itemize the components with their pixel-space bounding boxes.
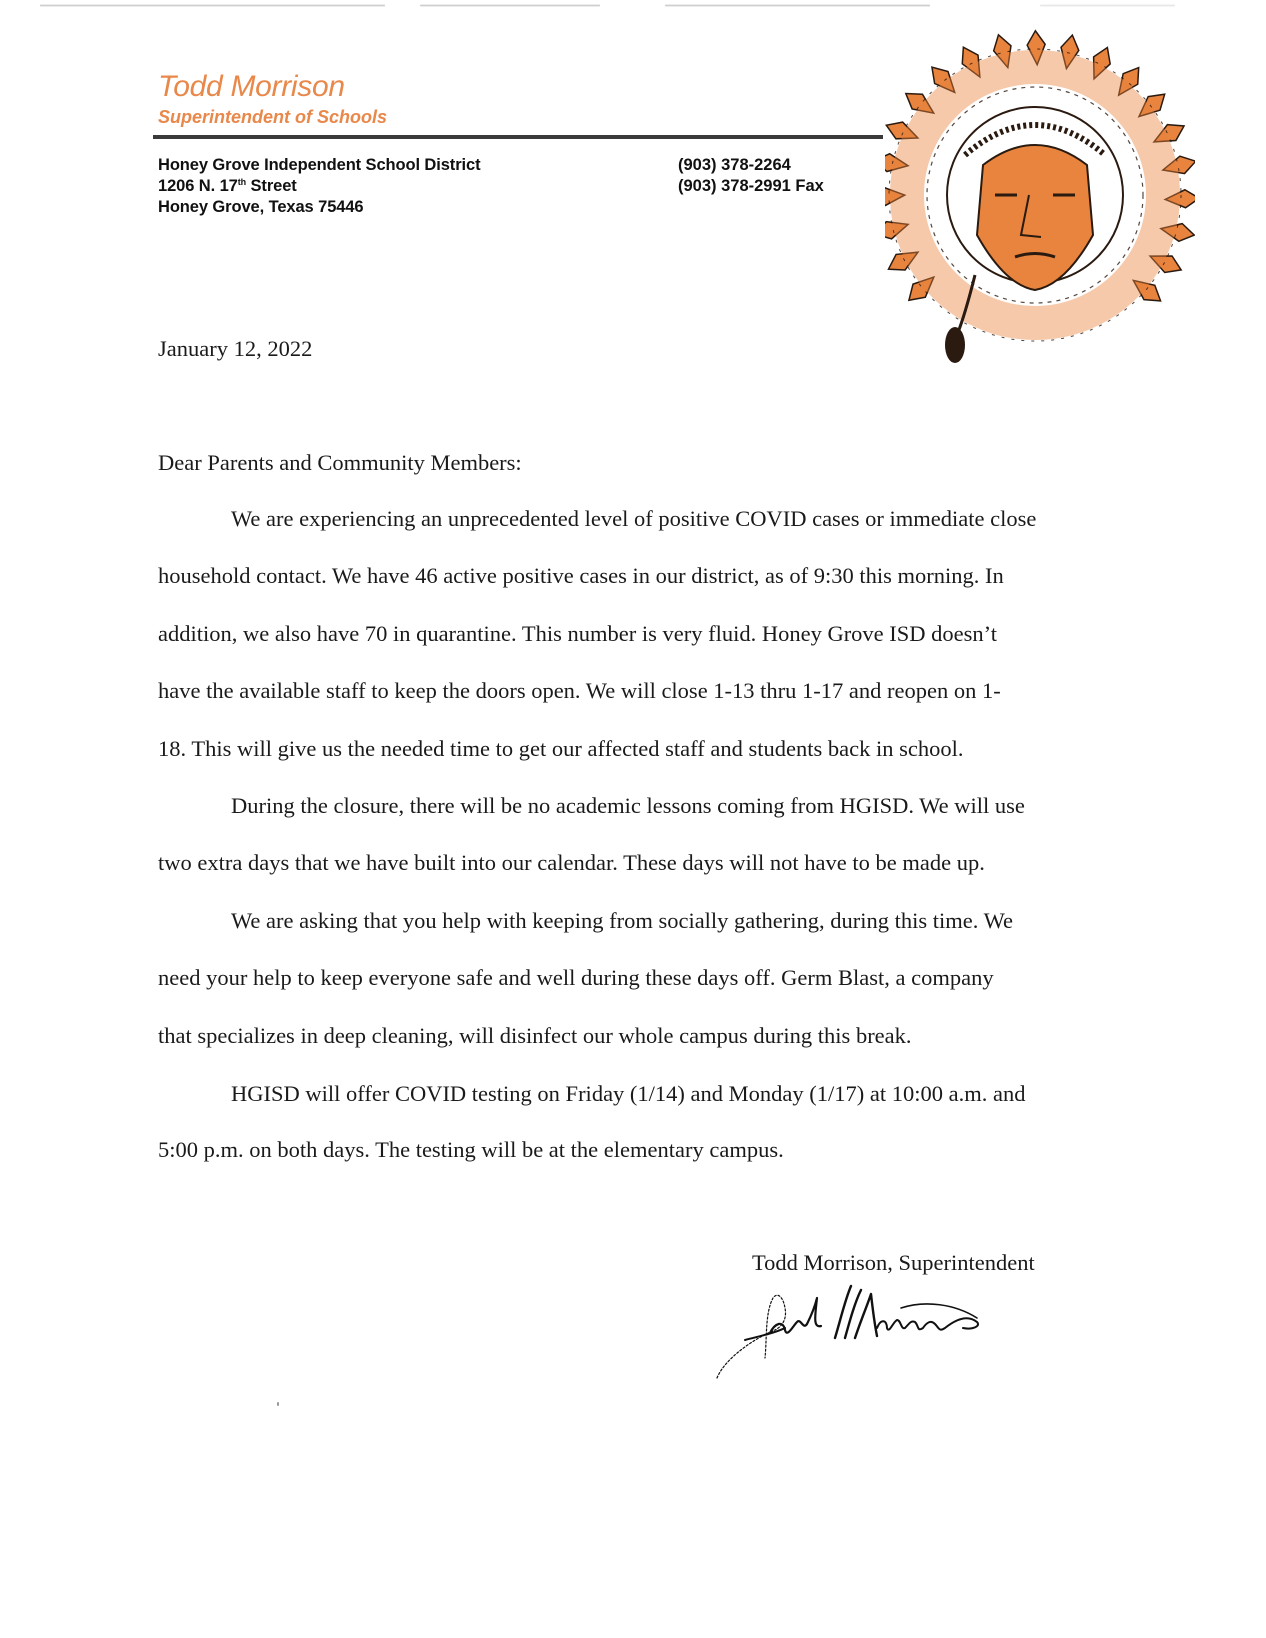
- signoff-name: Todd Morrison, Superintendent: [752, 1250, 1035, 1275]
- paragraph-line: 5:00 p.m. on both days. The testing will be at the elementary campus.: [158, 1137, 784, 1162]
- letterhead-name: Todd Morrison: [158, 70, 345, 103]
- scan-artifact: [1040, 4, 1175, 7]
- district-name: Honey Grove Independent School District: [158, 156, 481, 174]
- street-address: [158, 177, 297, 196]
- scan-artifact: [40, 4, 385, 7]
- school-mascot-logo-icon: [885, 25, 1195, 370]
- paragraph-line: that specializes in deep cleaning, will disinfect our whole campus during this break.: [158, 1023, 912, 1048]
- paragraph-line: 18. This will give us the needed time to get our affected staff and students back in school.: [158, 736, 964, 761]
- street-name: Street: [246, 177, 297, 195]
- paragraph-line: During the closure, there will be no academic lessons coming from HGISD. We will use: [231, 793, 1025, 818]
- paragraph-line: two extra days that we have built into our calendar. These days will not have to be made up.: [158, 850, 985, 875]
- scan-speck: [277, 1402, 279, 1406]
- paragraph-line: household contact. We have 46 active positive cases in our district, as of 9:30 this morning. In: [158, 563, 1004, 588]
- letter-date: January 12, 2022: [158, 336, 313, 361]
- handwritten-signature-icon: [705, 1278, 1005, 1388]
- salutation: Dear Parents and Community Members:: [158, 450, 522, 475]
- city-state-zip: Honey Grove, Texas 75446: [158, 198, 364, 216]
- street-number: 1206 N. 17: [158, 177, 238, 195]
- paragraph-line: addition, we also have 70 in quarantine. This number is very fluid. Honey Grove ISD doesn’t: [158, 621, 998, 646]
- fax-number: (903) 378-2991 Fax: [678, 177, 824, 195]
- paragraph-line: need your help to keep everyone safe and well during these days off. Germ Blast, a company: [158, 965, 994, 990]
- phone-number: (903) 378-2264: [678, 156, 791, 174]
- scan-artifact: [665, 4, 930, 7]
- paragraph-line: have the available staff to keep the doors open. We will close 1-13 thru 1-17 and reopen on 1-: [158, 678, 1001, 703]
- street-ordinal: th: [237, 177, 247, 187]
- paragraph-line: HGISD will offer COVID testing on Friday (1/14) and Monday (1/17) at 10:00 a.m. and: [231, 1081, 1026, 1106]
- letterhead-title: Superintendent of Schools: [158, 107, 388, 127]
- paragraph-line: We are experiencing an unprecedented level of positive COVID cases or immediate close: [231, 506, 1037, 531]
- paragraph-line: We are asking that you help with keeping from socially gathering, during this time. We: [231, 908, 1014, 933]
- scan-artifact: [420, 4, 600, 7]
- letterhead-divider: [153, 135, 883, 139]
